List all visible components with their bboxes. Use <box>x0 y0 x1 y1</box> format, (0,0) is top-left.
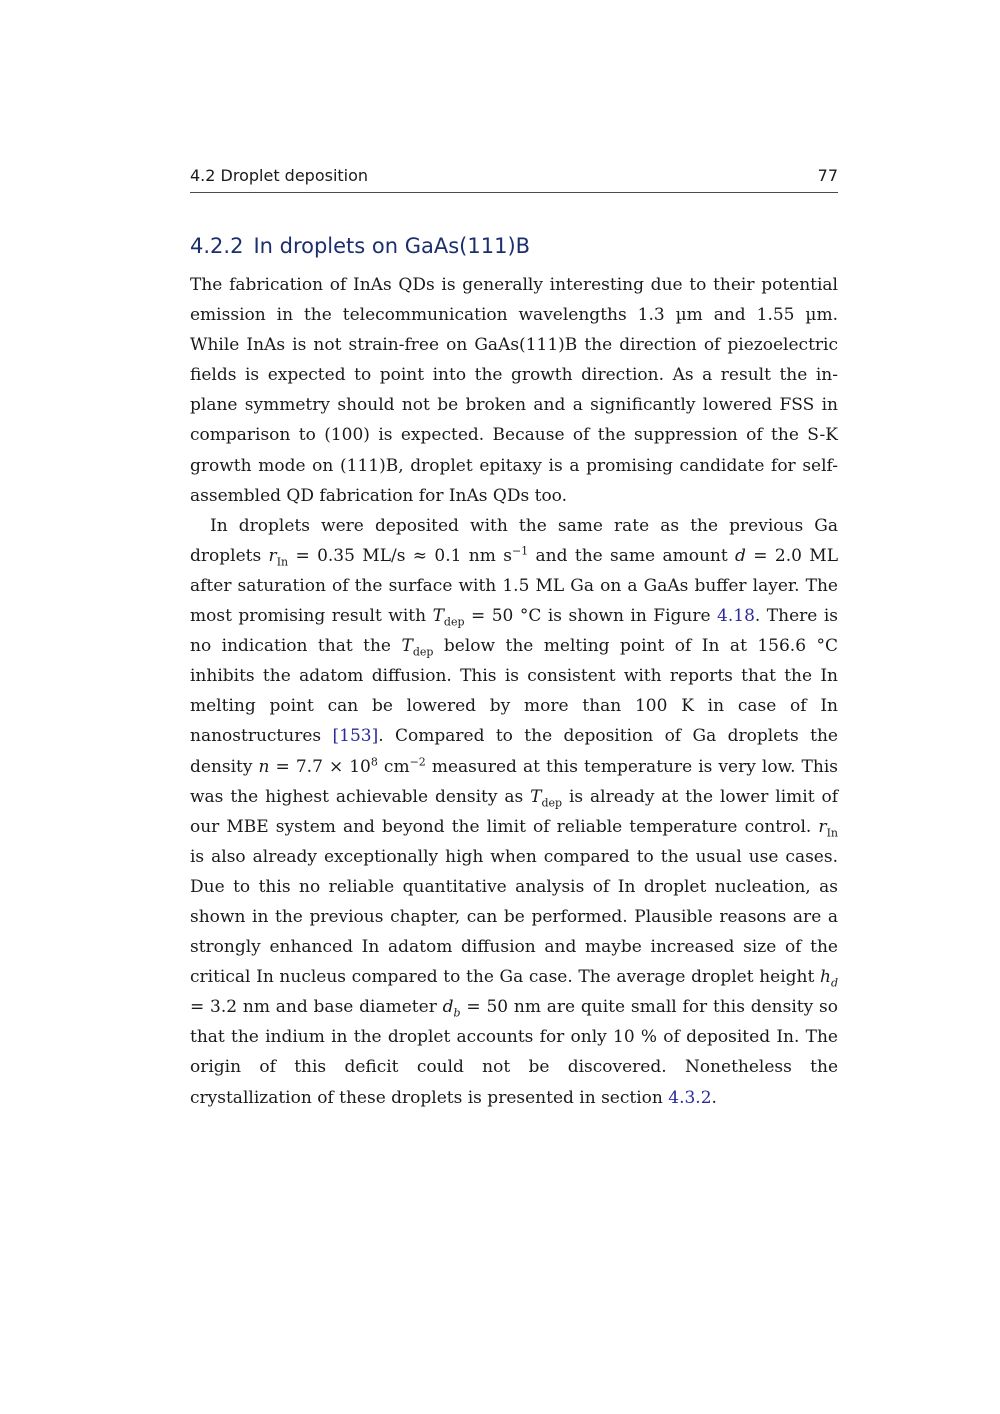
citation-link[interactable]: [153] <box>332 726 379 747</box>
figure-ref-link[interactable]: 4.18 <box>717 606 755 627</box>
section-title: In droplets on GaAs(111)B <box>253 234 531 258</box>
running-header-section: 4.2 Droplet deposition <box>190 166 369 185</box>
section-ref-link[interactable]: 4.3.2 <box>668 1087 712 1108</box>
paragraph-1: The fabrication of InAs QDs is generally interesting due to their potential emission in the telecommunication wavelengths 1.3 µm and 1.55 µm. While InAs is not strain-free on GaAs(111)B the direction of piezoelectric fields is expected to point into the growth direction. As a result the in-plane symmetry should not be broken and a significantly lowered FSS in comparison to (100) is expected. Because of the suppression of the S-K growth mode on (111)B, droplet epitaxy is a promising candidate for self-assembled QD fabrication for InAs QDs too. <box>190 275 838 506</box>
paragraph-2: In droplets were deposited with the same rate as the previous Ga droplets $r_{In} = 0.35$ ML/s ≈ 0.1 nm $s^{-1}$ and the same amount d = 2.0 ML after saturation of the surface with 1.5 ML Ga on a GaAs buffer layer. The most promising result with $T_{dep} = 50$ °C is shown in Figure 4.18. There is no indication that the $T_{dep}$ below the melting point of In at 156.6 °C inhibits the adatom diffusion. This is consistent with reports that the In melting point can be lowered by more than 100 K in case of In nanostructures [153]. Compared to the deposition of Ga droplets the density $n = 7.7 \times 10^8$ $cm^{-2}$ measured at this temperature is very low. This was the highest achievable density as $T_{dep}$ is already at the lower limit of our MBE system and beyond the limit of reliable temperature control. $r_{In}$ is also already exceptionally high when compared to the usual use cases. Due to this no reliable quantitative analysis of In droplet nucleation, as shown in the previous chapter, can be performed. Plausible reasons are a strongly enhanced In adatom diffusion and maybe increased size of the critical In nucleus compared to the Ga case. The average droplet height $h_d = 3.2$ nm and base diameter $d_b = 50$ nm are quite small for this density so that the indium in the droplet accounts for only 10 % of deposited In. The origin of this deficit could not be discovered. Nonetheless the crystallization of these droplets is presented in section 4.3.2. <box>190 515 839 1108</box>
section-number: 4.2.2 <box>190 234 244 258</box>
body-text <box>190 270 838 1113</box>
running-header <box>190 166 838 193</box>
section-heading <box>190 234 530 258</box>
page-number: 77 <box>817 166 838 185</box>
